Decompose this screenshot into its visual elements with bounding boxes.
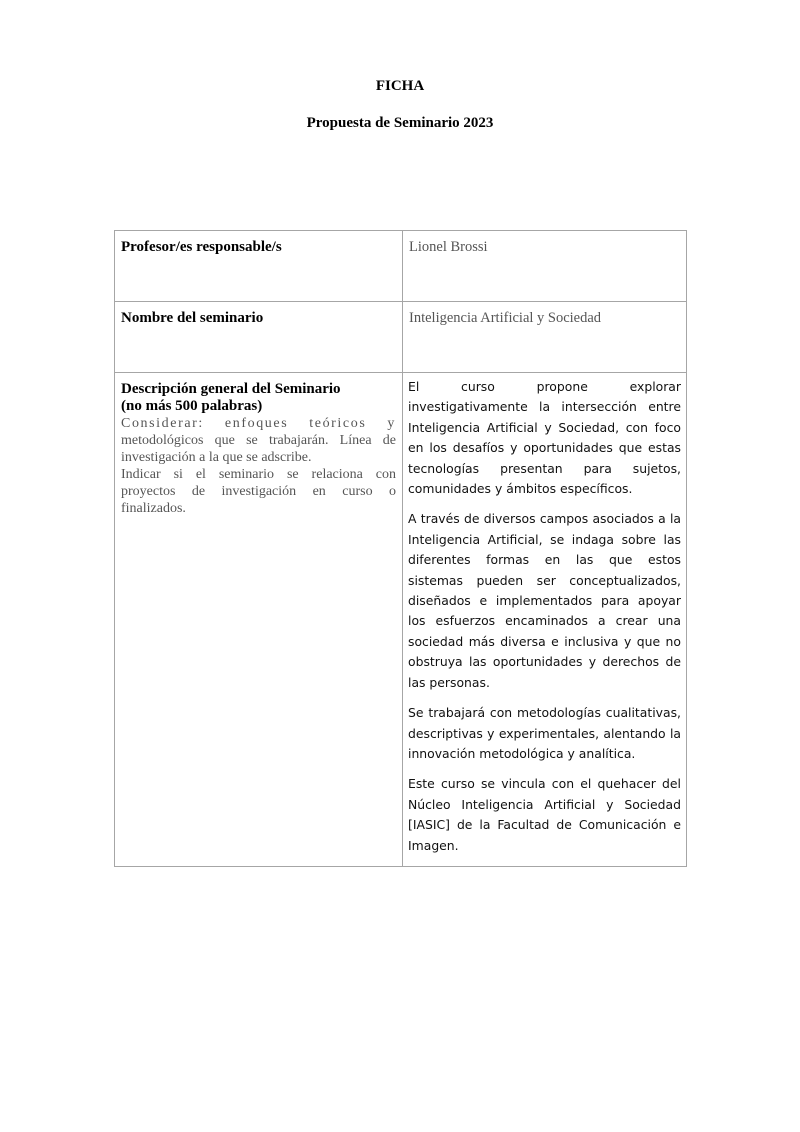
document-title: FICHA bbox=[375, 78, 425, 94]
description-paragraph: A través de diversos campos asociados a la Inteligencia Artificial, se indaga sobre las diferentes formas en las que estos sistemas pueden ser conceptualizados, diseñados e implementados para apoyar los esfuerzos encaminados a crear una sociedad más diversa e inclusiva y que no obstruya las oportunidades y derechos de las personas. bbox=[408, 511, 681, 690]
seminar-name-label: Nombre del seminario bbox=[121, 310, 264, 326]
seminar-name-label-cell bbox=[115, 302, 403, 373]
description-label-line2: (no más 500 palabras) bbox=[121, 398, 263, 414]
professor-label: Profesor/es responsable/s bbox=[121, 239, 282, 255]
professor-value: Lionel Brossi bbox=[409, 239, 488, 255]
description-label-line1: Descripción general del Seminario bbox=[121, 381, 341, 397]
table-row-seminar-name bbox=[115, 302, 687, 373]
seminar-form-table bbox=[114, 230, 687, 867]
description-paragraph: Este curso se vincula con el quehacer del Núcleo Inteligencia Artificial y Sociedad [IASIC] de la Facultad de Comunicación e Imagen. bbox=[408, 776, 681, 853]
instructions-rest: metodológicos que se trabajarán. Línea de investigación a la que se adscribe. bbox=[121, 433, 396, 465]
professor-label-cell bbox=[115, 231, 403, 302]
description-instructions bbox=[121, 415, 396, 517]
table-row-description bbox=[115, 373, 687, 867]
seminar-name-value-cell bbox=[403, 302, 687, 373]
document-subtitle: Propuesta de Seminario 2023 bbox=[306, 115, 494, 131]
description-paragraph: El curso propone explorar investigativamente la intersección entre Inteligencia Artificial y Sociedad, con foco en los desafíos y oportunidades que estas tecnologías presentan para sujetos, comunidades y ámbitos específicos. bbox=[408, 379, 681, 497]
instructions-research-link: Indicar si el seminario se relaciona con proyectos de investigación en curso o finalizados. bbox=[121, 467, 396, 516]
instructions-first-line: Considerar: enfoques teóricos y bbox=[121, 416, 396, 431]
professor-value-cell bbox=[403, 231, 687, 302]
description-body-cell bbox=[403, 373, 687, 867]
description-label-cell bbox=[115, 373, 403, 867]
table-row-professor bbox=[115, 231, 687, 302]
seminar-name-value: Inteligencia Artificial y Sociedad bbox=[409, 310, 602, 326]
description-paragraph: Se trabajará con metodologías cualitativas, descriptivas y experimentales, alentando la innovación metodológica y analítica. bbox=[408, 705, 681, 761]
